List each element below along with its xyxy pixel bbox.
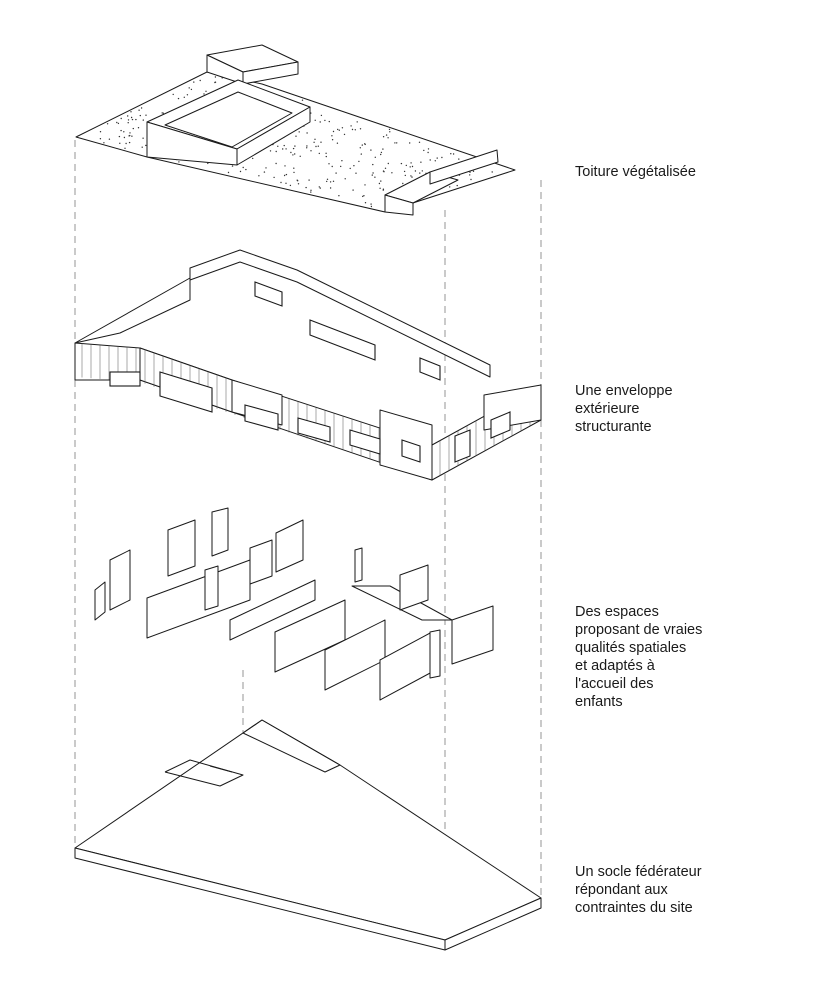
window	[255, 282, 282, 306]
window	[455, 430, 470, 462]
label-line: enfants	[575, 694, 623, 710]
label-line: Un socle fédérateur	[575, 864, 702, 880]
window	[420, 358, 440, 380]
label-line: Toiture végétalisée	[575, 164, 696, 180]
envelope-layer	[75, 250, 541, 480]
label-line: Une enveloppe	[575, 383, 673, 399]
label-line: l'accueil des	[575, 676, 654, 692]
label-line: contraintes du site	[575, 900, 693, 916]
label-line: répondant aux	[575, 882, 668, 898]
roof-layer	[76, 45, 515, 215]
label-roof	[575, 163, 805, 181]
label-line: qualités spatiales	[575, 640, 687, 656]
label-spaces	[575, 603, 805, 711]
window	[110, 372, 140, 386]
label-line: structurante	[575, 419, 652, 435]
label-envelope	[575, 382, 805, 436]
interior-spaces-layer	[95, 508, 493, 700]
label-line: et adaptés à	[575, 658, 655, 674]
label-base	[575, 863, 805, 917]
base-layer	[75, 720, 541, 950]
label-line: extérieure	[575, 401, 640, 417]
label-line: Des espaces	[575, 604, 659, 620]
window	[310, 320, 375, 360]
label-line: proposant de vraies	[575, 622, 703, 638]
